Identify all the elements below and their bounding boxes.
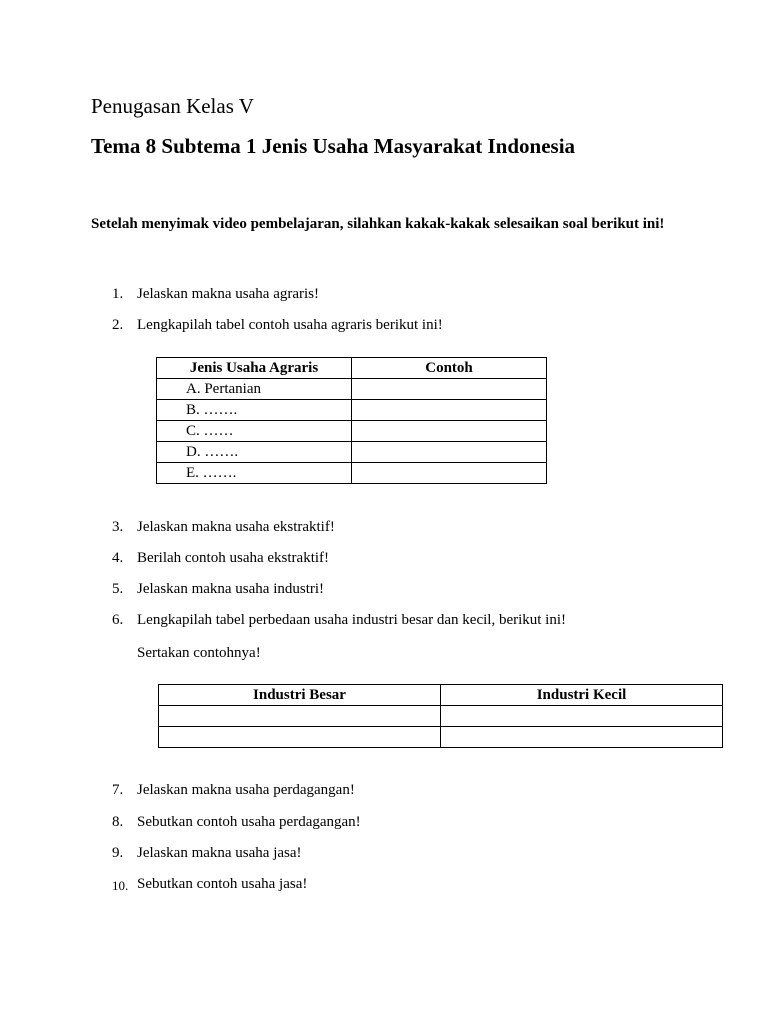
question-text: Berilah contoh usaha ekstraktif!: [137, 550, 330, 566]
question-text: Jelaskan makna usaha agraris!: [137, 286, 320, 302]
question-text: Lengkapilah tabel perbedaan usaha industri besar dan kecil, berikut ini!: [137, 612, 567, 628]
question-number: 5.: [112, 581, 124, 597]
question-text: Sebutkan contoh usaha perdagangan!: [137, 814, 361, 830]
instructions: Setelah menyimak video pembelajaran, silahkan kakak-kakak selesaikan soal berikut ini!: [91, 216, 665, 232]
page-title: Penugasan Kelas V: [91, 94, 254, 118]
table-cell: A. Pertanian: [157, 379, 352, 400]
agraris-table: [156, 357, 547, 484]
column-header: Industri Besar: [159, 685, 441, 706]
table-cell: [441, 727, 723, 748]
table-cell: D. …….: [157, 442, 352, 463]
column-header: Jenis Usaha Agraris: [157, 358, 352, 379]
table-row: [157, 463, 547, 484]
table-cell: [352, 442, 547, 463]
question-number: 9.: [112, 845, 124, 861]
question-text: Sebutkan contoh usaha jasa!: [137, 876, 308, 892]
table-cell: [159, 727, 441, 748]
industri-table: [158, 684, 723, 748]
table-cell: [352, 463, 547, 484]
column-header: Contoh: [352, 358, 547, 379]
table-row: [157, 442, 547, 463]
question-number: 6.: [112, 612, 124, 628]
table-cell: [159, 706, 441, 727]
table-cell: C. ……: [157, 421, 352, 442]
table-row: [157, 379, 547, 400]
question-number: 3.: [112, 519, 124, 535]
table-cell: [352, 379, 547, 400]
table-header-row: [159, 685, 723, 706]
table-header-row: [157, 358, 547, 379]
question-number: 4.: [112, 550, 124, 566]
question-number: 10.: [112, 878, 129, 893]
table-row: [159, 706, 723, 727]
question-text: Jelaskan makna usaha ekstraktif!: [137, 519, 335, 535]
question-number: 7.: [112, 782, 124, 798]
table-cell: [352, 421, 547, 442]
table-cell: E. …….: [157, 463, 352, 484]
column-header: Industri Kecil: [441, 685, 723, 706]
table-cell: [441, 706, 723, 727]
page-subtitle: Tema 8 Subtema 1 Jenis Usaha Masyarakat Indonesia: [91, 134, 576, 158]
table-row: [157, 421, 547, 442]
question-number: 1.: [112, 286, 124, 302]
table-row: [157, 400, 547, 421]
question-text: Jelaskan makna usaha industri!: [137, 581, 325, 597]
table-cell: B. …….: [157, 400, 352, 421]
question-text: Sertakan contohnya!: [137, 645, 261, 661]
question-number: 2.: [112, 317, 124, 333]
question-text: Jelaskan makna usaha perdagangan!: [137, 782, 355, 798]
table-cell: [352, 400, 547, 421]
question-text: Lengkapilah tabel contoh usaha agraris berikut ini!: [137, 317, 443, 333]
question-text: Jelaskan makna usaha jasa!: [137, 845, 302, 861]
question-number: 8.: [112, 814, 124, 830]
table-row: [159, 727, 723, 748]
